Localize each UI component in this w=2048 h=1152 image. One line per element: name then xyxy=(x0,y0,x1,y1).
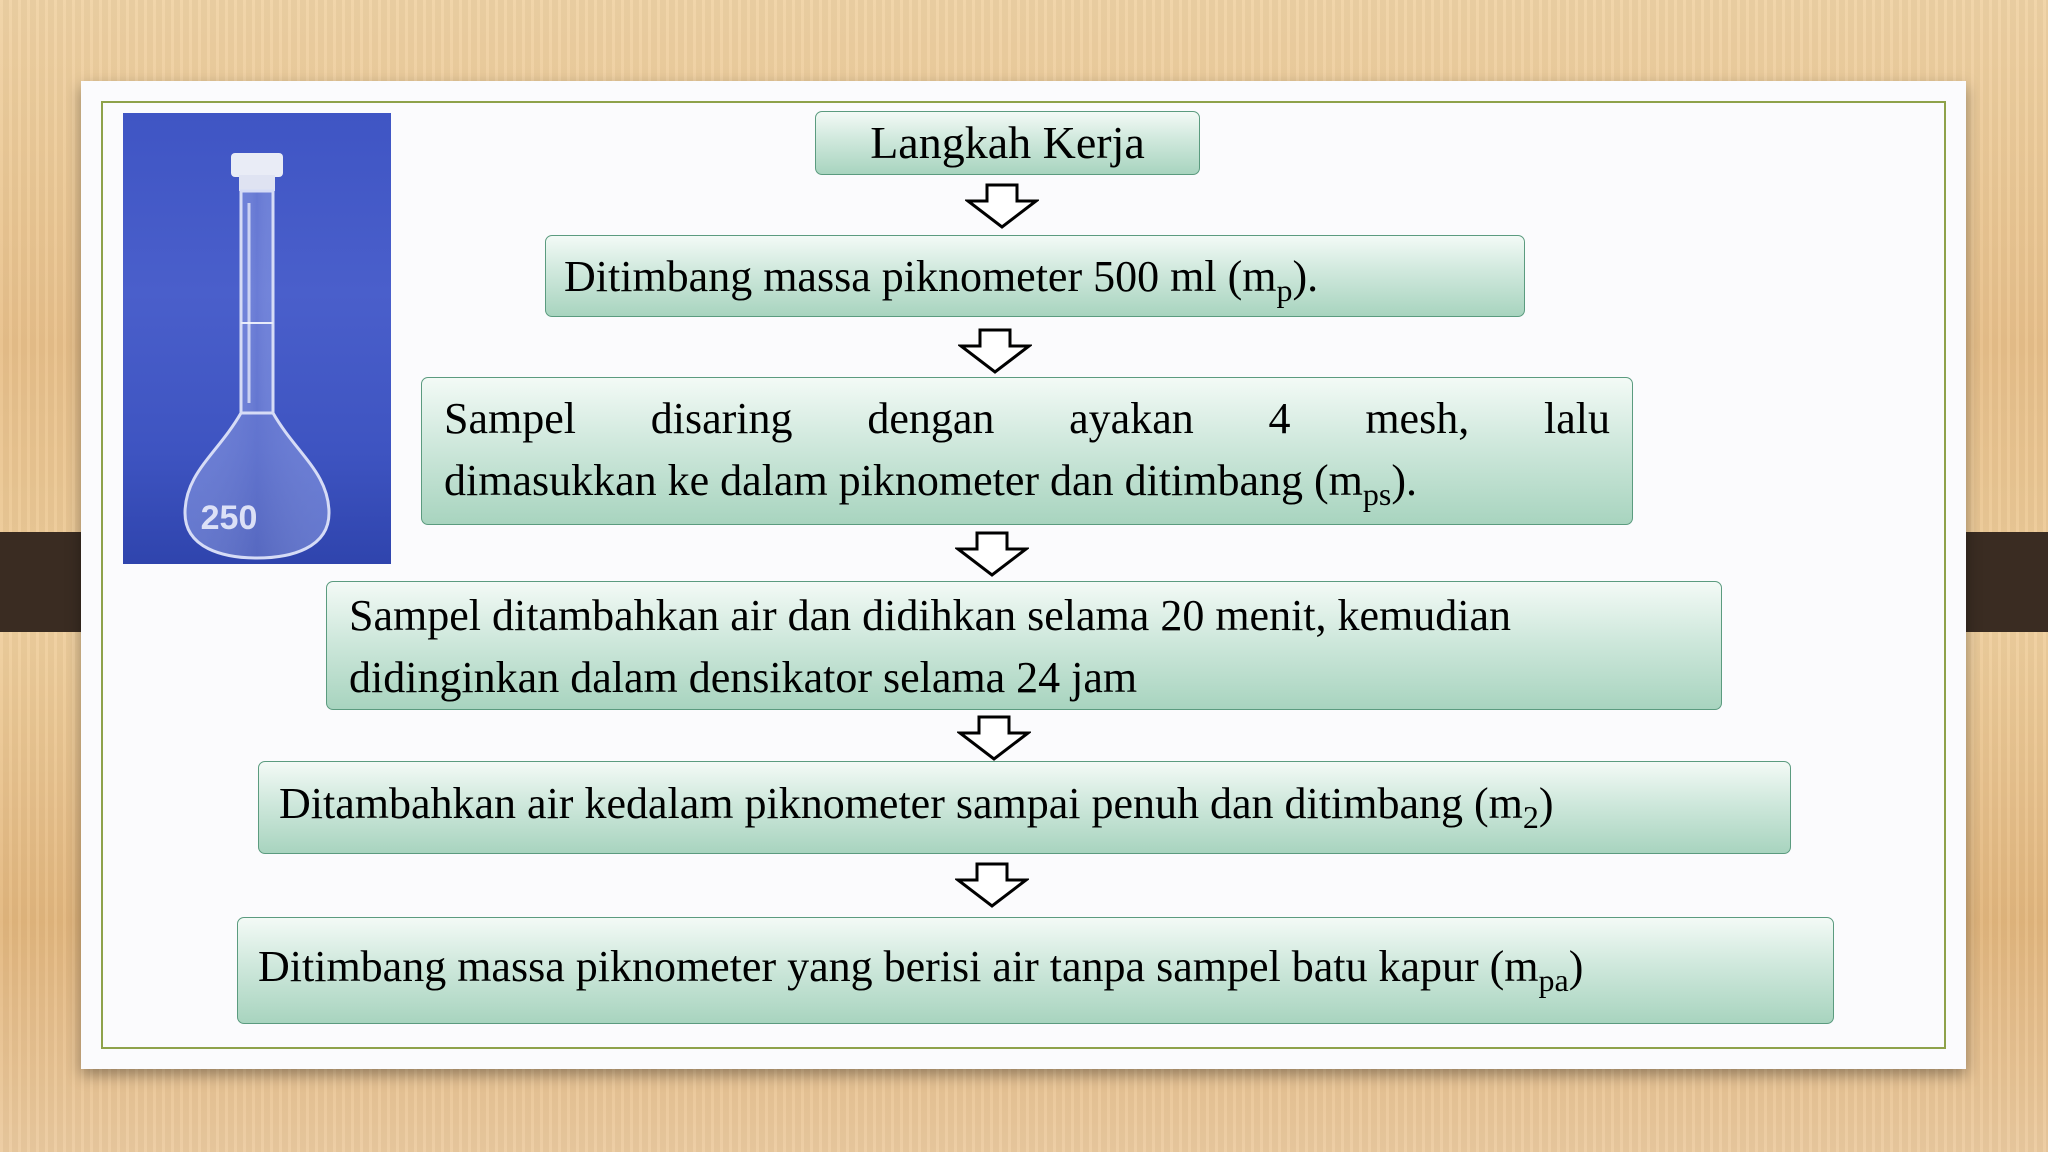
step-2-word: disaring xyxy=(650,394,793,443)
page-title: Langkah Kerja xyxy=(815,111,1200,175)
step-4 xyxy=(258,761,1791,854)
flask-volume-label: 250 xyxy=(200,499,258,537)
step-3-line-2: didinginkan dalam densikator selama 24 jam xyxy=(349,653,1138,702)
step-2 xyxy=(421,377,1633,525)
step-1 xyxy=(545,235,1525,317)
flow-arrow-down-icon xyxy=(965,183,1039,229)
step-2-word: 4 xyxy=(1268,394,1291,443)
step-2-text: dimasukkan ke dalam piknometer dan ditimbang (m xyxy=(444,456,1363,505)
flow-arrow-down-icon xyxy=(955,862,1029,908)
flow-arrow-down-icon xyxy=(957,715,1031,761)
slide xyxy=(81,81,1966,1069)
step-4-end: ) xyxy=(1538,779,1554,828)
step-3-line-1: Sampel ditambahkan air dan didihkan selama 20 menit, kemudian xyxy=(349,591,1512,640)
step-1-subscript: p xyxy=(1276,271,1293,308)
step-2-end: ). xyxy=(1391,456,1417,505)
step-2-line-1 xyxy=(444,388,1610,450)
flask-icon xyxy=(123,113,391,564)
step-4-subscript: 2 xyxy=(1522,798,1539,835)
step-5-subscript: pa xyxy=(1538,961,1569,998)
flow-arrow-down-icon xyxy=(955,531,1029,577)
step-4-text: Ditambahkan air kedalam piknometer sampai penuh dan ditimbang (m xyxy=(279,779,1523,828)
step-2-word: lalu xyxy=(1543,394,1610,443)
step-1-end: ). xyxy=(1292,252,1319,301)
step-2-line-2 xyxy=(444,450,1610,525)
step-2-word: mesh, xyxy=(1365,394,1470,443)
step-1-text: Ditimbang massa piknometer 500 ml (m xyxy=(564,252,1277,301)
step-5-text: Ditimbang massa piknometer yang berisi air tanpa sampel batu kapur (m xyxy=(258,942,1539,991)
step-5 xyxy=(237,917,1834,1024)
flow-arrow-down-icon xyxy=(958,328,1032,374)
step-2-word: dengan xyxy=(867,394,995,443)
volumetric-flask-photo xyxy=(123,113,391,564)
step-5-end: ) xyxy=(1568,942,1584,991)
step-2-word: ayakan xyxy=(1069,394,1194,443)
step-2-word: Sampel xyxy=(444,394,576,443)
step-2-subscript: ps xyxy=(1362,475,1392,512)
step-3 xyxy=(326,581,1722,710)
